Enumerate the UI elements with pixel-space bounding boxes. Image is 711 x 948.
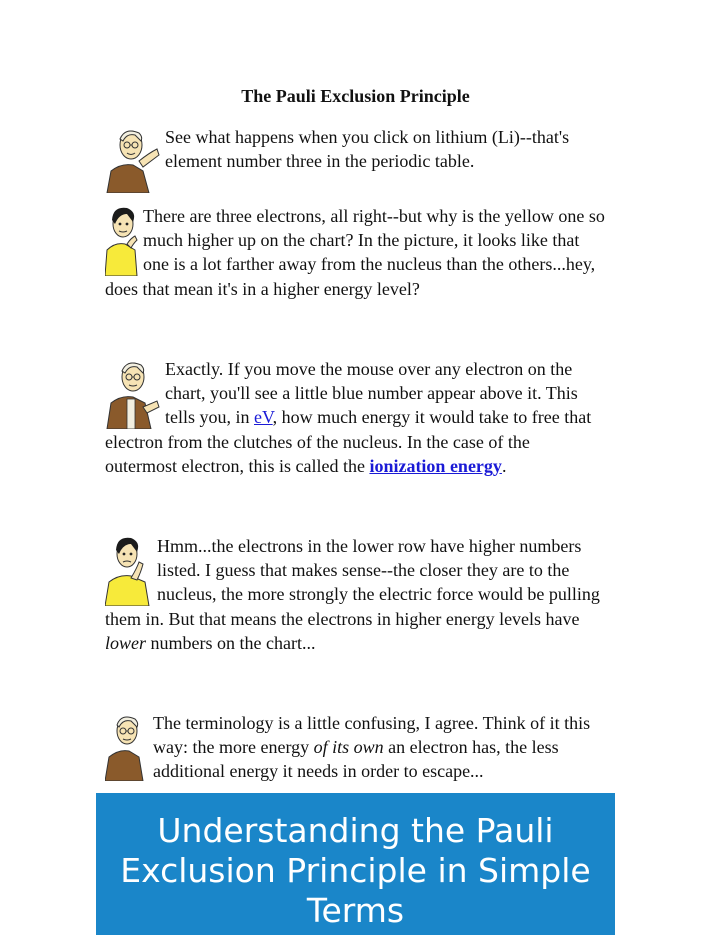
caption-banner	[96, 793, 615, 935]
emphasis-lower: lower	[105, 632, 147, 653]
ionization-energy-link[interactable]: ionization energy	[369, 455, 502, 476]
caption-banner-text: Understanding the Pauli Exclusion Principle in Simple Terms	[120, 811, 591, 930]
paragraph-2	[105, 204, 605, 301]
professor-avatar-icon	[105, 357, 161, 429]
paragraph-1-text: See what happens when you click on lithium (Li)--that's element number three in the periodic table.	[165, 127, 570, 172]
student-avatar-icon	[105, 534, 153, 606]
paragraph-3	[105, 357, 605, 478]
paragraph-3-text-part: .	[501, 455, 507, 476]
emphasis-of-its-own: of its own	[313, 737, 384, 758]
professor-avatar-icon	[105, 711, 149, 781]
document-title: The Pauli Exclusion Principle	[241, 86, 470, 106]
professor-avatar-icon	[105, 125, 161, 193]
paragraph-4	[105, 534, 605, 655]
paragraph-5	[105, 711, 605, 784]
paragraph-1	[105, 125, 605, 193]
ev-link[interactable]: eV	[254, 407, 273, 428]
paragraph-3-text-part: , how much energy it would take to free that electron from the clutches of the nucleus. In the case of the outermost electron, this is called the	[105, 407, 592, 476]
paragraph-5-text-part: an electron has, the less additional energy it needs in order to escape...	[153, 737, 559, 782]
paragraph-4-text-part: numbers on the chart...	[146, 632, 316, 653]
student-avatar-icon	[105, 204, 139, 276]
paragraph-4-text-part: Hmm...the electrons in the lower row have higher numbers listed. I guess that makes sense--the closer they are to the nucleus, the more strongly the electric force would be pulling them in. But that means the electrons in higher energy levels have	[105, 536, 600, 629]
paragraph-2-text: There are three electrons, all right--but why is the yellow one so much higher up on the chart? In the picture, it looks like that one is a lot farther away from the nucleus than the others...hey, does that mean it's in a higher energy level?	[105, 206, 605, 299]
paragraph-3-text-part: Exactly. If you move the mouse over any electron on the chart, you'll see a little blue number appear above it. This tells you, in	[165, 359, 578, 428]
paragraph-5-text-part: The terminology is a little confusing, I agree. Think of it this way: the more energy	[153, 713, 591, 758]
